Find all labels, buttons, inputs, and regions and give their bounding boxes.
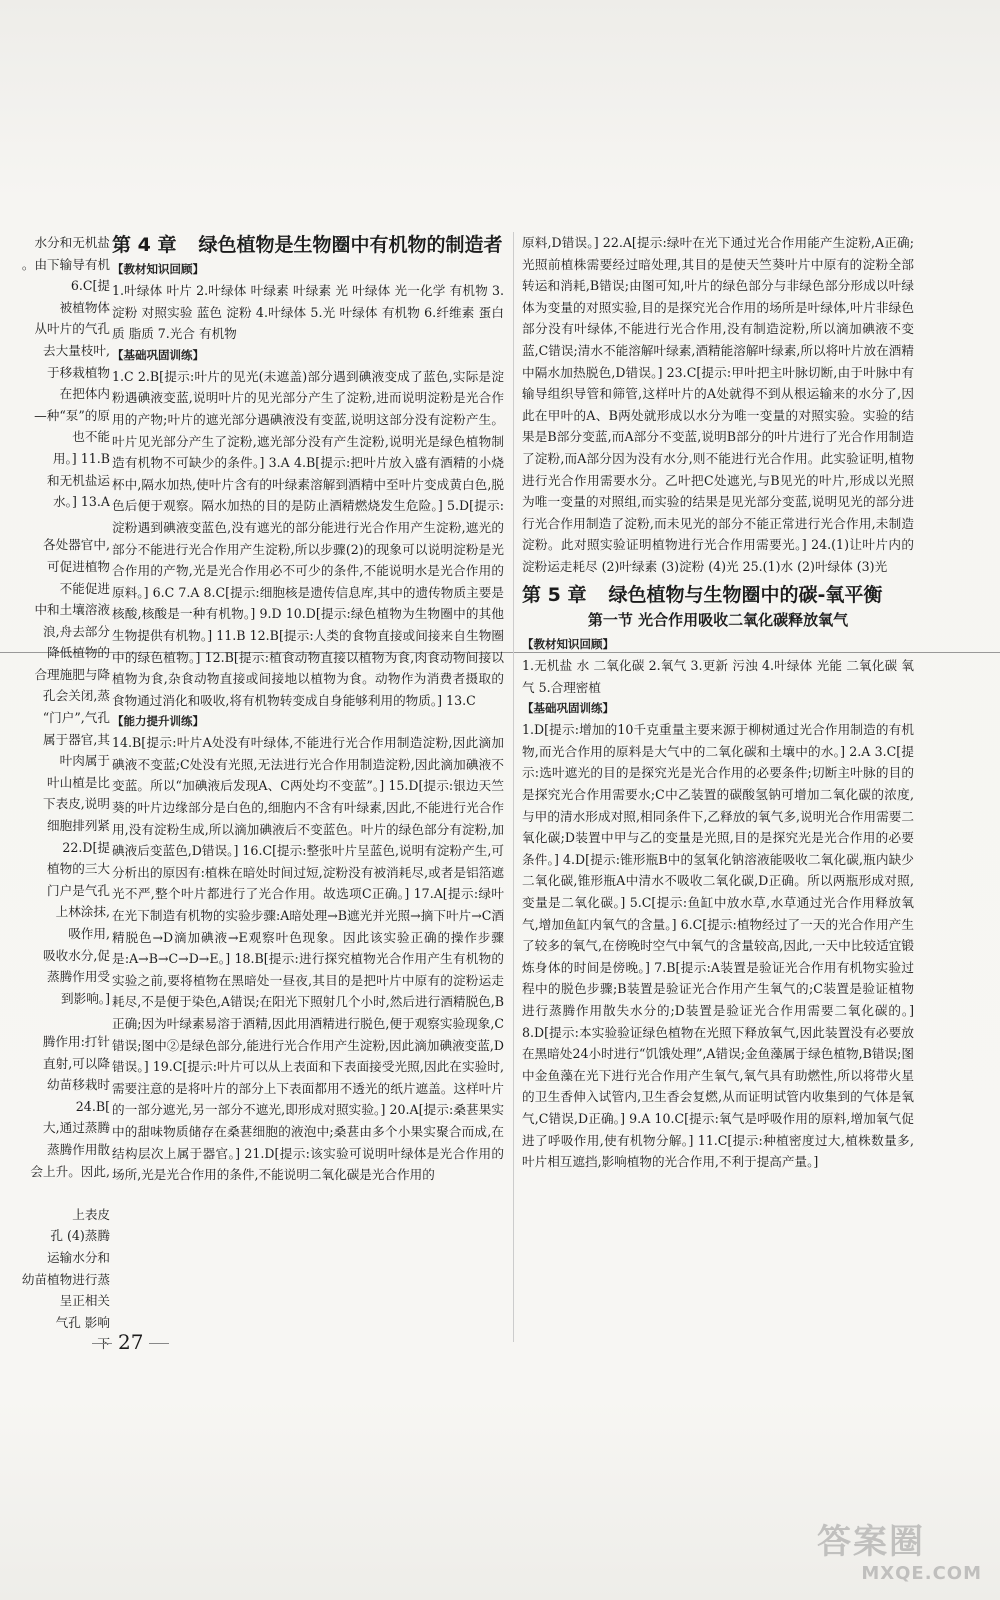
left-fragment-line: 幼苗植物进行蒸 <box>21 1271 110 1287</box>
left-fragment-line: 下表皮,说明 <box>43 796 110 812</box>
chapter-5-heading <box>522 582 914 608</box>
left-fragment-line: 用。] 11.B <box>52 450 110 466</box>
left-fragment-line: 呈正相关 <box>59 1293 110 1309</box>
left-fragment-line: 大,通过蒸腾 <box>43 1120 110 1136</box>
chapter-4-advanced-answers: 14.B[提示:叶片A处没有叶绿体,不能进行光合作用制造淀粉,因此滴加碘液不变蓝;C处没有光照,无法进行光合作用制造淀粉,因此滴加碘液不变蓝。所以“加碘液后发现A、C两处均不变蓝”。] 15.D[提示:银边天竺葵的叶片边缘部分是白色的,细胞内不含有叶绿素,因此,不能进行光合作用,没有淀粉生成,所以滴加碘液后不变蓝色。叶片的绿色部分有淀粉,加碘液后变蓝色,D错误。] 16.C[提示:整张叶片呈蓝色,说明有淀粉产生,可分析出的原因有:植株在暗处时间过短,淀粉没有被消耗尽,或者是铝箔遮光不严,整个叶片都进行了光合作用。故选项C正确。] 17.A[提示:绿叶在光下制造有机物的实验步骤:A暗处理→B遮光并光照→摘下叶片→C酒精脱色→D滴加碘液→E观察叶色现象。因此该实验正确的操作步骤是:A→B→C→D→E。] 18.B[提示:进行探究植物光合作用产生有机物的实验之前,要将植物在黑暗处一昼夜,其目的是把叶片中原有的淀粉运走耗尽,不是便于染色,A错误;在阳光下照射几个小时,然后进行酒精脱色,B正确;因为叶绿素易溶于酒精,因此用酒精进行脱色,便于观察实验现象,C错误;图中②是绿色部分,能进行光合作用产生淀粉,因此滴加碘液变蓝,D错误。] 19.C[提示:叶片可以从上表面和下表面接受光照,因此在实验时,需要注意的是将叶片的部分上下表面都用不透光的纸片遮盖。这样叶片的一部分遮光,另一部分不遮光,即形成对照实验。] 20.A[提示:桑葚果实中的甜味物质储存在桑葚细胞的液泡中;桑葚由多个小果实聚合而成,在结构层次上属于器官。] 21.D[提示:该实验可说明叶绿体是光合作用的场所,光是光合作用的条件,不能说明二氧化碳是光合作用的 <box>112 735 504 1183</box>
left-fragment-line: 会上升。因此, <box>30 1163 110 1179</box>
left-fragment-line: 腾作用:打针 <box>42 1033 110 1049</box>
left-fragment-line: 直射,可以降 <box>43 1055 110 1071</box>
left-fragment-line: 。由下输导有机 <box>21 256 110 272</box>
left-fragment-line: 24.B[ <box>75 1098 110 1114</box>
right-column <box>522 232 914 1173</box>
left-fragment-line: “门户”,气孔 <box>42 710 110 726</box>
left-fragment-line <box>0 513 110 535</box>
chapter-5-title: 绿色植物与生物圈中的碳-氧平衡 <box>608 583 883 606</box>
chapter-4-review-answers: 1.叶绿体 叶片 2.叶绿体 叶绿素 叶绿素 光 叶绿体 光一化学 有机物 3.淀粉 对照实验 蓝色 淀粉 4.叶绿体 5.光 叶绿体 有机物 6.纤维素 蛋白质 脂质 7.光合 有机物 <box>112 283 504 342</box>
left-fragment-line: 植物的三大 <box>47 861 110 877</box>
left-fragment-line: 和无机盐运 <box>47 472 110 488</box>
left-fragment-line: 下 <box>97 1336 110 1352</box>
chapter-4-heading <box>112 232 504 258</box>
chapter-5-number: 第 5 章 <box>522 583 587 606</box>
chapter-5-basic-answers: 1.D[提示:增加的10千克重量主要来源于柳树通过光合作用制造的有机物,而光合作用的原料是大气中的二氧化碳和土壤中的水。] 2.A 3.C[提示:选叶遮光的目的是探究光是光合作用的必要条件;切断主叶脉的目的是探究光合作用需要水;C中乙装置的碳酸氢钠可增加二氧化碳的浓度,与甲的清水形成对照,相同条件下,乙释放的氧气多,说明光合作用需要二氧化碳;D装置中甲与乙的变量是光照,目的是探究光是光合作用的必要条件。] 4.D[提示:锥形瓶B中的氢氧化钠溶液能吸收二氧化碳,瓶内缺少二氧化碳,锥形瓶A中清水不吸收二氧化碳,D正确。所以两瓶形成对照,变量是二氧化碳。] 5.C[提示:鱼缸中放水草,水草通过光合作用释放氧气,增加鱼缸内氧气的含量。] 6.C[提示:植物经过了一天的光合作用产生了较多的氧气,在傍晚时空气中氧气的含量较高,因此,一天中比较适宜锻炼身体的时间是傍晚。] 7.B[提示:A装置是验证光合作用有机物实验过程中的脱色步骤;B装置是验证光合作用产生氧气的;C装置是验证植物进行蒸腾作用散失水分的;D装置是验证光合作用需要二氧化碳的。] 8.D[提示:本实验验证绿色植物在光照下释放氧气,因此装置没有必要放在黑暗处24小时进行“饥饿处理”,A错误;金鱼藻属于绿色植物,B错误;图中金鱼藻在光下进行光合作用产生氧气,氧气具有助燃性,所以将带火星的卫生香伸入试管内,卫生香会复燃,从而证明试管内收集到的气体是氧气,C错误,D正确。] 9.A 10.C[提示:氧气是呼吸作用的原料,增加氧气促进了呼吸作用,使有机物分解。] 11.C[提示:种植密度过大,植株数量多,叶片相互遮挡,影响植物的光合作用,不利于提高产量。] <box>522 722 914 1170</box>
left-fragment-line: 水。] 13.A <box>53 494 110 510</box>
left-fragment-line: 叶山植是比 <box>47 774 110 790</box>
left-fragment-line <box>0 1182 110 1204</box>
section-1-title: 第一节 光合作用吸收二氧化碳释放氧气 <box>587 610 849 629</box>
left-fragment-line: 运输水分和 <box>47 1249 110 1265</box>
left-fragment-line: 门户是气孔 <box>47 882 110 898</box>
page-number: 27 <box>86 1330 175 1354</box>
left-fragment-line: 蒸腾作用散 <box>47 1141 110 1157</box>
left-fragment-line: 上林涂抹, <box>55 904 110 920</box>
left-page-edge-fragments <box>0 232 110 1355</box>
left-fragment-line: 细胞排列紧 <box>47 818 110 834</box>
left-fragment-line: 到影响。] <box>61 990 110 1006</box>
left-fragment-line: 可促进植物 <box>47 558 110 574</box>
left-fragment-line: 也不能 <box>72 429 110 445</box>
basic-training-tag: 【基础巩固训练】 <box>112 347 204 362</box>
left-fragment-line: 气孔 影响 <box>55 1314 110 1330</box>
left-fragment-line: 中和土壤溶液 <box>34 602 110 618</box>
chapter-4-basic-answers: 1.C 2.B[提示:叶片的见光(未遮盖)部分遇到碘液变成了蓝色,实际是淀粉遇碘液变蓝,说明叶片的见光部分产生了淀粉,进而说明淀粉是光合作用的产物;叶片的遮光部分遇碘液没有变蓝,说明这部分没有淀粉产生。叶片见光部分产生了淀粉,遮光部分没有产生淀粉,说明光是绿色植物制造有机物不可缺少的条件。] 3.A 4.B[提示:把叶片放入盛有酒精的小烧杯中,隔水加热,使叶片含有的叶绿素溶解到酒精中至叶片变成黄白色,脱色后便于观察。隔水加热的目的是防止酒精燃烧发生危险。] 5.D[提示:淀粉遇到碘液变蓝色,没有遮光的部分能进行光合作用产生淀粉,遮光的部分不能进行光合作用产生淀粉,所以步骤(2)的现象可以说明淀粉是光合作用的产物,光是光合作用必不可少的条件,不能说明水是光合作用的原料。] 6.C 7.A 8.C[提示:细胞核是遗传信息库,其中的遗传物质主要是核酸,核酸是一种有机物。] 9.D 10.D[提示:绿色植物为生物圈中的其他生物提供有机物。] 11.B 12.B[提示:人类的食物直接或间接来自生物圈中的绿色植物。] 12.B[提示:植食动物直接以植物为食,肉食动物间接以植物为食,杂食动物直接或间接地以植物为食。动物作为消费者摄取的食物通过消化和吸收,将有机物转变成自身能够利用的物质。] 13.C <box>112 368 504 708</box>
left-fragment-line: 合理施肥与降 <box>34 666 110 682</box>
left-fragment-line: 各处器官中, <box>43 537 110 553</box>
advanced-training-tag: 【能力提升训练】 <box>112 714 204 729</box>
left-fragment-line: 不能促进 <box>59 580 110 596</box>
chapter-4-title: 绿色植物是生物圈中有机物的制造者 <box>198 234 503 256</box>
textbook-review-tag: 【教材知识回顾】 <box>112 262 204 276</box>
left-fragment-line: 浪,舟去部分 <box>43 623 110 639</box>
left-fragment-line: 蒸腾作用受 <box>47 969 110 985</box>
left-fragment-line: 降低植物的 <box>47 645 110 661</box>
left-fragment-line: 幼苗移栽时 <box>47 1077 110 1093</box>
left-fragment-line <box>0 1009 110 1031</box>
left-fragment-line: 于移栽植物 <box>47 364 110 380</box>
left-fragment-line: 在把体内 <box>59 386 110 402</box>
watermark-logo <box>817 1514 982 1586</box>
left-fragment-line: 6.C[提 <box>70 278 110 294</box>
chapter-5-review-answers: 1.无机盐 水 二氧化碳 2.氧气 3.更新 污浊 4.叶绿体 光能 二氧化碳 氧气 5.合理密植 <box>522 658 914 695</box>
chapter-5-basic-tag: 【基础巩固训练】 <box>522 701 614 716</box>
left-fragment-line: 孔 (4)蒸腾 <box>50 1228 110 1244</box>
left-fragment-line: 被植物体 <box>59 299 110 315</box>
watermark-text: 答案圈 <box>817 1522 925 1562</box>
chapter-5-review-tag: 【教材知识回顾】 <box>522 637 614 652</box>
left-fragment-line: 孔会关闭,蒸 <box>43 688 110 704</box>
left-fragment-line: 从叶片的气孔 <box>34 321 110 337</box>
middle-column <box>112 232 504 1186</box>
left-fragment-line: 吸作用, <box>68 926 110 941</box>
left-fragment-line: 上表皮 <box>72 1206 110 1222</box>
left-fragment-line: 水分和无机盐 <box>34 235 110 250</box>
left-fragment-line: 叶肉属于 <box>59 753 110 769</box>
left-fragment-line: 属于器官,其 <box>43 731 110 747</box>
watermark-url: MXQE.COM <box>861 1563 982 1584</box>
left-fragment-line: 吸收水分,促 <box>43 947 110 963</box>
chapter-4-number: 第 4 章 <box>112 234 177 256</box>
left-fragment-line: 22.D[提 <box>62 839 110 855</box>
chapter-4-continued-answers: 原料,D错误。] 22.A[提示:绿叶在光下通过光合作用能产生淀粉,A正确;光照前植株需要经过暗处理,其目的是使天竺葵叶片中原有的淀粉全部转运和消耗,B错误;由图可知,叶片的绿色部分与非绿色部分形成以叶绿体为变量的对照实验,目的是探究光合作用的场所是叶绿体,叶片非绿色部分没有叶绿体,不能进行光合作用,没有制造淀粉,所以滴加碘液不变蓝,C错误;清水不能溶解叶绿素,酒精能溶解叶绿素,所以将叶片放在酒精中隔水加热脱色,D错误。] 23.C[提示:甲叶把主叶脉切断,由于叶脉中有输导组织导管和筛管,这样叶片的A处就得不到从根运输来的水分了,因此在甲叶的A、B两处就形成以水分为唯一变量的对照实验。实验的结果是B部分变蓝,而A部分不变蓝,说明B部分的叶片进行了光合作用制造了淀粉,而A部分因为没有水分,则不能进行光合作用。此实验证明,植物进行光合作用需要水分。乙叶把C处遮光,与B见光的叶片,形成以光照为唯一变量的对照组,而实验的结果是见光部分变蓝,说明见光的部分进行光合作用制造了淀粉,而未见光的部分不能正常进行光合作用,未制造淀粉。此对照实验证明植物进行光合作用需要光。] 24.(1)让叶片内的淀粉运走耗尽 (2)叶绿素 (3)淀粉 (4)光 25.(1)水 (2)叶绿体 (3)光 <box>522 235 914 574</box>
left-fragment-line: 去大量枝叶, <box>43 342 110 358</box>
left-fragment-line: —种“泵”的原 <box>34 407 110 423</box>
column-divider <box>513 232 514 1342</box>
